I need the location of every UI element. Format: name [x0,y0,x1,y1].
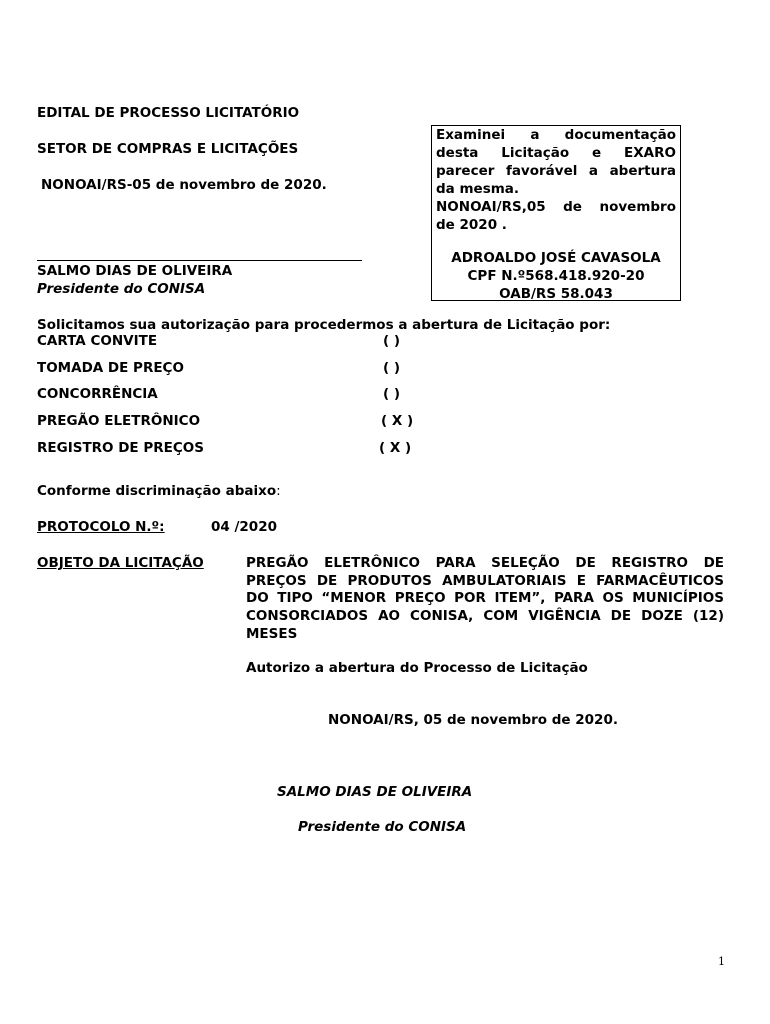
signature-line [37,260,362,261]
page-number: 1 [718,955,725,968]
modality-mark: ( ) [383,360,401,376]
opinion-line: de 2020 . [436,217,507,233]
header-place-date: NONOAI/RS-05 de novembro de 2020. [41,177,327,193]
lawyer-cpf: CPF N.º568.418.920-20 [467,268,645,284]
modality-label: PREGÃO ELETRÔNICO [37,413,201,429]
opinion-line: Examinei a documentação [436,127,676,143]
sector-heading: SETOR DE COMPRAS E LICITAÇÕES [37,141,299,157]
legal-opinion-box [431,125,681,301]
object-line: DO TIPO “MENOR PREÇO POR ITEM”, PARA OS MUNICÍPIOS [246,590,724,606]
modality-label: CONCORRÊNCIA [37,386,158,402]
object-line: CONSORCIADOS AO CONISA, COM VIGÊNCIA DE DOZE (12) [246,608,724,624]
opinion-line: desta Licitação e EXARO [436,145,676,161]
details-intro-colon: : [276,483,281,499]
lawyer-oab: OAB/RS 58.043 [499,286,613,302]
object-line: MESES [246,626,298,642]
details-intro [37,483,281,499]
signatory-name: SALMO DIAS DE OLIVEIRA [37,263,233,279]
request-intro: Solicitamos sua autorização para procedermos a abertura de Licitação por: [37,317,611,333]
modality-label: REGISTRO DE PREÇOS [37,440,204,456]
protocol-value: 04 /2020 [211,519,277,535]
authorization-place-date: NONOAI/RS, 05 de novembro de 2020. [328,712,618,728]
document-title: EDITAL DE PROCESSO LICITATÓRIO [37,105,300,121]
details-intro-text: Conforme discriminação abaixo [37,483,277,499]
signatory-role: Presidente do CONISA [37,281,206,297]
lawyer-name: ADROALDO JOSÉ CAVASOLA [451,250,661,266]
authorizer-name: SALMO DIAS DE OLIVEIRA [277,784,473,800]
authorizer-role: Presidente do CONISA [298,819,467,835]
object-line: PREGÃO ELETRÔNICO PARA SELEÇÃO DE REGISTRO DE [246,555,724,571]
opinion-line: da mesma. [436,181,520,197]
modality-mark: ( ) [383,333,401,349]
opinion-line: parecer favorável a abertura [436,163,676,179]
modality-label: CARTA CONVITE [37,333,158,349]
object-line: PREÇOS DE PRODUTOS AMBULATORIAIS E FARMACÊUTICOS [246,573,724,589]
opinion-line: NONOAI/RS,05 de novembro [436,199,676,215]
authorization-text: Autorizo a abertura do Processo de Licitação [246,660,588,676]
modality-mark: ( X ) [379,440,412,456]
protocol-label: PROTOCOLO N.º: [37,519,165,535]
object-label: OBJETO DA LICITAÇÃO [37,555,204,571]
modality-mark: ( ) [383,386,401,402]
modality-mark: ( X ) [381,413,414,429]
modality-label: TOMADA DE PREÇO [37,360,184,376]
